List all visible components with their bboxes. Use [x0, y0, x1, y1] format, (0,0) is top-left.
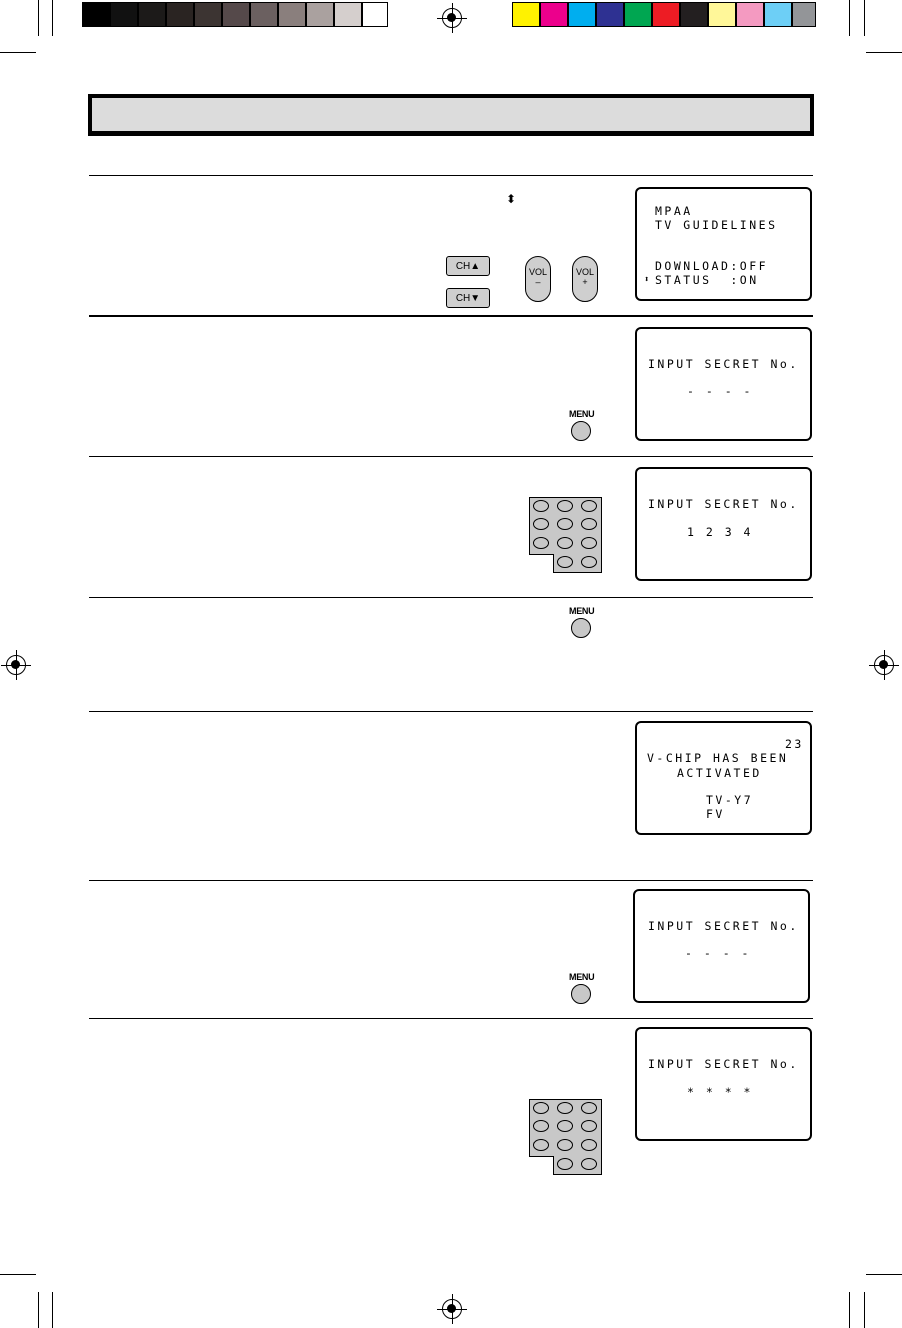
gray-swatch-5 [194, 2, 222, 27]
menu-button[interactable] [569, 409, 593, 441]
osd-line: V-CHIP HAS BEEN [647, 751, 789, 765]
divider [89, 456, 813, 457]
crop-mark [866, 52, 902, 53]
keypad-key-5[interactable] [557, 518, 573, 530]
color-swatch-gray [792, 2, 816, 27]
keypad-key-6[interactable] [581, 518, 597, 530]
registration-mark-right-icon [874, 655, 894, 675]
menu-button[interactable] [569, 606, 593, 638]
menu-button-label: MENU [569, 972, 595, 982]
osd-cursor-icon: ⬍ [644, 275, 650, 285]
number-keypad[interactable] [529, 1099, 601, 1175]
crop-mark [38, 0, 39, 36]
section-header-bar [88, 94, 814, 136]
crop-mark [0, 52, 36, 53]
section-header-inner [92, 98, 810, 131]
divider [89, 1018, 813, 1019]
gray-swatch-4 [166, 2, 194, 27]
registration-mark-bottom-icon [442, 1299, 462, 1319]
osd-line: - - - - [687, 384, 753, 398]
color-swatch-blue [596, 2, 624, 27]
osd-screen-secret-empty [633, 889, 810, 1003]
osd-line: 1 2 3 4 [687, 525, 753, 539]
divider [89, 880, 813, 881]
crop-mark [0, 1274, 36, 1275]
osd-screen-status [635, 187, 812, 301]
color-swatch-black [680, 2, 708, 27]
osd-line: ACTIVATED [677, 766, 762, 780]
osd-rating-content: FV [706, 807, 725, 821]
keypad-key-2[interactable] [557, 1102, 573, 1114]
osd-screen-vchip-activated [635, 721, 812, 835]
osd-screen-secret-masked [635, 1027, 812, 1141]
grayscale-color-bar [82, 0, 388, 30]
volume-down-label: VOL [528, 267, 547, 277]
registration-mark-top-icon [442, 8, 462, 28]
volume-down-button[interactable] [525, 256, 551, 302]
color-swatch-red [652, 2, 680, 27]
keypad-key-3[interactable] [581, 1102, 597, 1114]
gray-swatch-9 [306, 2, 334, 27]
osd-line: * * * * [687, 1085, 753, 1099]
keypad-key-2[interactable] [557, 500, 573, 512]
keypad-key-9[interactable] [581, 1139, 597, 1151]
volume-up-label: VOL [575, 267, 594, 277]
gray-swatch-10 [334, 2, 362, 27]
keypad-key-1[interactable] [533, 500, 549, 512]
crop-mark [38, 1292, 39, 1328]
process-color-bar [512, 0, 816, 30]
divider [89, 175, 813, 176]
volume-up-button[interactable] [572, 256, 598, 302]
gray-swatch-2 [110, 2, 138, 27]
crop-mark [864, 1292, 865, 1328]
keypad-key-4[interactable] [533, 518, 549, 530]
color-swatch-light-yellow [708, 2, 736, 27]
keypad-key-4[interactable] [533, 1120, 549, 1132]
channel-down-button[interactable]: CH▼ [446, 288, 490, 308]
keypad-key-7[interactable] [533, 537, 549, 549]
menu-button-circle [571, 618, 591, 638]
crop-mark [52, 0, 53, 36]
menu-button-label: MENU [569, 606, 595, 616]
osd-screen-secret-entered [635, 467, 812, 581]
menu-button-label: MENU [569, 409, 595, 419]
color-swatch-pink [736, 2, 764, 27]
gray-swatch-6 [222, 2, 250, 27]
keypad-key-3[interactable] [581, 500, 597, 512]
crop-mark [866, 1274, 902, 1275]
osd-line: - - - - [685, 946, 751, 960]
color-swatch-cyan [568, 2, 596, 27]
osd-line: INPUT SECRET No. [648, 497, 799, 511]
crop-mark [52, 1292, 53, 1328]
crop-mark [849, 0, 850, 36]
color-swatch-yellow [512, 2, 540, 27]
crop-mark [849, 1292, 850, 1328]
menu-button[interactable] [569, 972, 593, 1004]
osd-line: INPUT SECRET No. [648, 357, 799, 371]
crop-mark [864, 0, 865, 36]
osd-line: TV GUIDELINES [655, 218, 778, 232]
color-swatch-light-blue [764, 2, 792, 27]
osd-line: MPAA [655, 204, 693, 218]
osd-channel-number: 23 [785, 737, 804, 751]
keypad-key-0[interactable] [557, 1158, 573, 1170]
osd-line: DOWNLOAD:OFF [655, 259, 769, 273]
divider [89, 597, 813, 598]
number-keypad[interactable] [529, 497, 601, 573]
osd-rating: TV-Y7 [706, 793, 754, 807]
color-swatch-green [624, 2, 652, 27]
keypad-key-1[interactable] [533, 1102, 549, 1114]
keypad-key-100[interactable] [581, 1158, 597, 1170]
color-swatch-magenta [540, 2, 568, 27]
gray-swatch-11 [362, 2, 388, 27]
gray-swatch-7 [250, 2, 278, 27]
keypad-key-6[interactable] [581, 1120, 597, 1132]
osd-line: INPUT SECRET No. [648, 919, 799, 933]
gray-swatch-1 [82, 2, 110, 27]
menu-button-circle [571, 984, 591, 1004]
keypad-key-100[interactable] [581, 556, 597, 568]
menu-button-circle [571, 421, 591, 441]
divider [89, 315, 813, 317]
keypad-key-9[interactable] [581, 537, 597, 549]
gray-swatch-8 [278, 2, 306, 27]
osd-line: INPUT SECRET No. [648, 1057, 799, 1071]
keypad-key-7[interactable] [533, 1139, 549, 1151]
keypad-key-0[interactable] [557, 556, 573, 568]
volume-down-sign: – [535, 277, 541, 287]
osd-screen-secret-empty [635, 327, 812, 441]
volume-up-sign: + [582, 277, 588, 287]
channel-up-button[interactable]: CH▲ [446, 256, 490, 276]
registration-mark-left-icon [6, 655, 26, 675]
gray-swatch-3 [138, 2, 166, 27]
keypad-key-5[interactable] [557, 1120, 573, 1132]
keypad-key-8[interactable] [557, 537, 573, 549]
divider [89, 711, 813, 712]
keypad-key-8[interactable] [557, 1139, 573, 1151]
updown-arrow-icon: ⬍ [506, 192, 517, 206]
osd-line: STATUS :ON [655, 273, 759, 287]
